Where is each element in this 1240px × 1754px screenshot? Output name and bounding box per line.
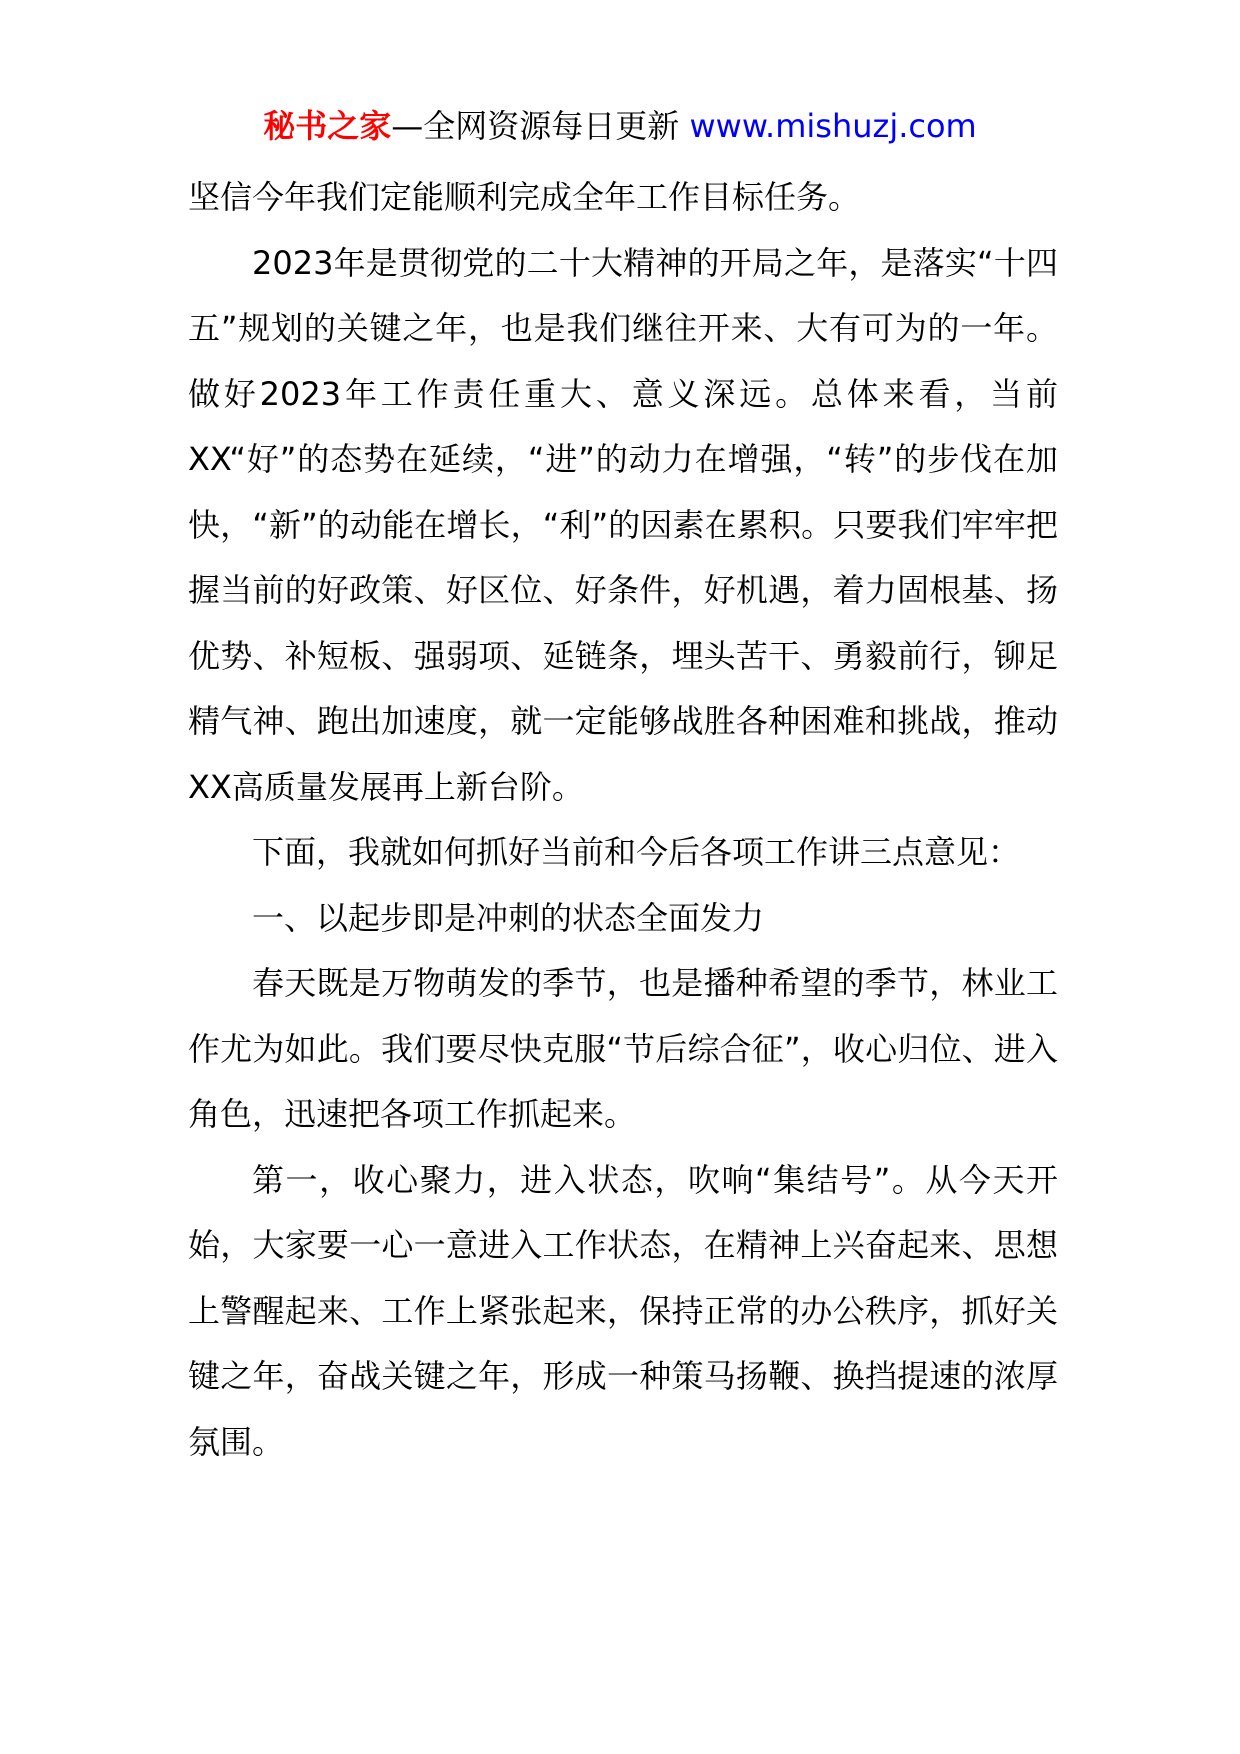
paragraph: 第一，收心聚力，进入状态，吹响“集结号”。从今天开始，大家要一心一意进入工作状态，在精神上兴奋起来、思想上警醒起来、工作上紧张起来，保持正常的办公秩序，抓好关键之年，奋战关键之年，形成一种策马扬鞭、换挡提速的浓厚氛围。 xyxy=(188,1160,1058,1461)
paragraph: 2023年是贯彻党的二十大精神的开局之年，是落实“十四五”规划的关键之年，也是我们继往开来、大有可为的一年。做好2023年工作责任重大、意义深远。总体来看，当前XX“好”的态势在延续，“进”的动力在增强，“转”的步伐在加快，“新”的动能在增长，“利”的因素在累积。只要我们牢牢把握当前的好政策、好区位、好条件，好机遇，着力固根基、扬优势、补短板、强弱项、延链条，埋头苦干、勇毅前行，铆足精气神、跑出加速度，就一定能够战胜各种困难和挑战，推动XX高质量发展再上新台阶。 xyxy=(188,243,1058,806)
paragraph: 春天既是万物萌发的季节，也是播种希望的季节，林业工作尤为如此。我们要尽快克服“节后综合征”，收心归位、进入角色，迅速把各项工作抓起来。 xyxy=(188,964,1058,1133)
site-name: 秘书之家 xyxy=(263,107,392,145)
header-tagline: —全网资源每日更新 xyxy=(391,107,690,145)
document-body xyxy=(188,165,1058,1475)
section-heading: 一、以起步即是冲刺的状态全面发力 xyxy=(252,898,765,937)
page-header xyxy=(0,104,1240,148)
site-url-link[interactable]: www.mishuzj.com xyxy=(689,107,977,145)
paragraph-continuation: 坚信今年我们定能顺利完成全年工作目标任务。 xyxy=(188,178,861,216)
paragraph: 下面，我就如何抓好当前和今后各项工作讲三点意见： xyxy=(252,833,1021,871)
